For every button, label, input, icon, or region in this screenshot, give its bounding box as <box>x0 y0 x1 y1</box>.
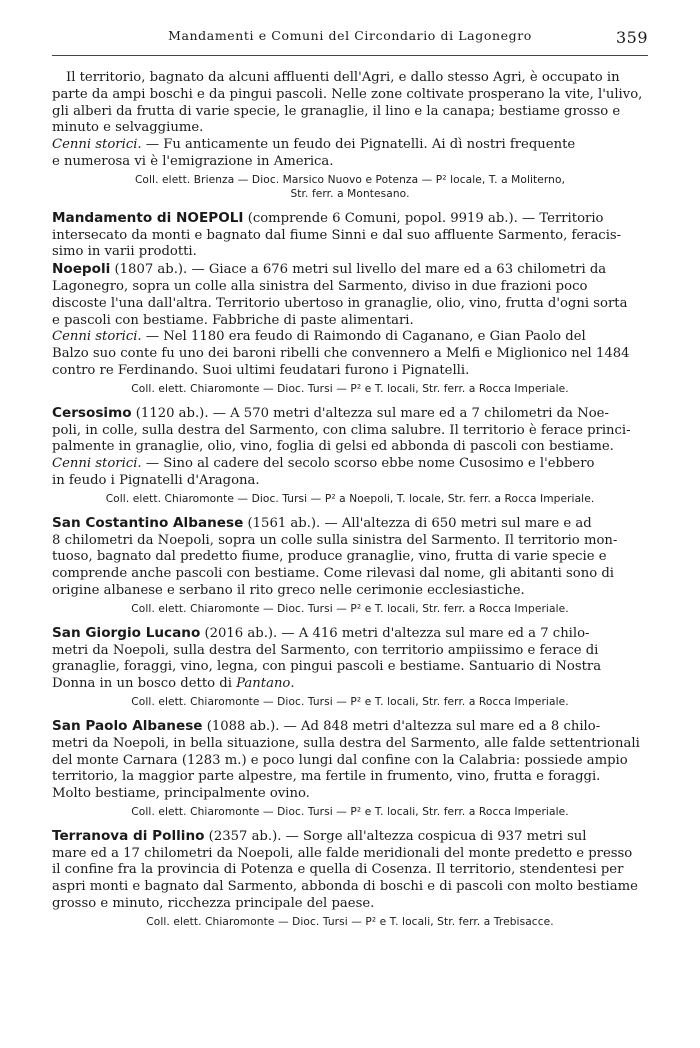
entry-name: San Giorgio Lucano <box>52 624 201 641</box>
intro-line: minuto e selvaggiume. <box>52 120 204 136</box>
mandamento-line: simo in varii prodotti. <box>52 244 197 260</box>
entry-san-paolo-albanese: San Paolo Albanese (1088 ab.). — Ad 848 metri d'altezza sul mare ed a 8 chilo- metri da Noepoli, in bella situazione, sulla destra del Sarmento, alle falde settentrionali del monte Carnara (1283 m.) e poco lungi dal confine con la Calabria: possiede ampio territorio, la maggior parte alpestre, ma fertile in frumento, vino, frutta e foraggi. Molto bestiame, principalmente ovino. <box>52 717 640 802</box>
cenni-label: Cenni storici. <box>52 137 142 153</box>
cenni-label: Cenni storici. <box>52 456 142 472</box>
coll-line: Coll. elett. Brienza — Dioc. Marsico Nuovo e Potenza — P² locale, T. a Moliterno, <box>134 173 566 186</box>
intro-paragraph <box>52 70 648 171</box>
entry-name: Cersosimo <box>52 404 132 421</box>
coll-elett-note: Coll. elett. Chiaromonte — Dioc. Tursi — P² e T. locali, Str. ferr. a Rocca Imperiale. <box>131 382 569 395</box>
cenni-label: Cenni storici. <box>52 329 142 345</box>
mandamento-line: intersecato da monti e bagnato dal fiume Sinni e dal suo affluente Sarmento, feracis- <box>52 227 622 243</box>
mandamento-paragraph <box>52 210 648 261</box>
intro-line: parte da ampi boschi e da pingui pascoli. Nelle zone coltivate prosperano la vite, l'ulivo, <box>52 86 643 102</box>
coll-elett-note: Coll. elett. Chiaromonte — Dioc. Tursi — P² e T. locali, Str. ferr. a Rocca Imperiale. <box>131 602 569 615</box>
coll-elett-note: Coll. elett. Chiaromonte — Dioc. Tursi — P² a Noepoli, T. locale, Str. ferr. a Rocca Imperiale. <box>105 492 595 505</box>
entry-noepoli: Noepoli (1807 ab.). — Giace a 676 metri sul livello del mare ed a 63 chilometri da Lagonegro, sopra un colle alla sinistra del Sarmento, diviso in due frazioni poco discoste l'una dall'altra. Territorio ubertoso in granaglie, olio, vino, frutta d'ogni sorta e pascoli con bestiame. Fabbriche di paste alimentari. Cenni storici. — Nel 1180 era feudo di Raimondo di Caganano, e Gian Paolo del Balzo suo conte fu uno dei baroni ribelli che convennero a Melfi e Miglionico nel 1484 contro re Ferdinando. Suoi ultimi feudatari furono i Pignatelli. <box>52 261 630 378</box>
intro-line: e numerosa vi è l'emigrazione in America. <box>52 153 334 169</box>
intro-line: gli alberi da frutta di varie specie, le granaglie, il lino e la canapa; bestiame grosso e <box>52 103 621 119</box>
intro-cenni <box>52 137 648 154</box>
coll-elett-note: Coll. elett. Chiaromonte — Dioc. Tursi — P² e T. locali, Str. ferr. a Rocca Imperiale. <box>131 805 569 818</box>
page-content <box>52 70 648 929</box>
entry-san-costantino-albanese: San Costantino Albanese (1561 ab.). — All'altezza di 650 metri sul mare e ad 8 chilometri da Noepoli, sopra un colle sulla sinistra del Sarmento. Il territorio mon- tuoso, bagnato dal predetto fiume, produce granaglie, vino, frutta di varie specie e comprende anche pascoli con bestiame. Come rilevasi dal nome, gli abitanti sono di origine albanese e serbano il rito greco nelle cerimonie ecclesiastiche. <box>52 514 618 598</box>
mandamento-text: (comprende 6 Comuni, popol. 9919 ab.). — Territorio <box>243 210 604 226</box>
mandamento-heading: Mandamento di NOEPOLI <box>52 209 244 226</box>
running-header <box>52 28 648 56</box>
entry-name: Noepoli <box>52 261 111 278</box>
entry-san-giorgio-lucano: San Giorgio Lucano (2016 ab.). — A 416 metri d'altezza sul mare ed a 7 chilo- metri da Noepoli, sulla destra del Sarmento, con territorio ampiissimo e ferace di granaglie, foraggi, vino, legna, con pingui pascoli e bestiame. Santuario di Nostra Donna in un bosco detto di Pantano. <box>52 624 602 692</box>
entry-name: Terranova di Pollino <box>52 827 205 844</box>
coll-elett-note <box>52 173 648 201</box>
page-number: 359 <box>615 28 648 47</box>
coll-elett-note: Coll. elett. Chiaromonte — Dioc. Tursi — P² e T. locali, Str. ferr. a Trebisacce. <box>146 915 554 928</box>
coll-line: Str. ferr. a Montesano. <box>290 187 410 200</box>
cenni-text: — Fu anticamente un feudo dei Pignatelli. Ai dì nostri frequente <box>141 137 576 153</box>
entry-cersosimo: Cersosimo (1120 ab.). — A 570 metri d'altezza sul mare ed a 7 chilometri da Noe- poli, in colle, sulla destra del Sarmento, con clima salubre. Il territorio è ferace princi- palmente in granaglie, olio, vino, foglia di gelsi ed abbonda di pascoli con bestiame. Cenni storici. — Sino al cadere del secolo scorso ebbe nome Cusosimo e l'ebbero in feudo i Pignatelli d'Aragona. <box>52 404 631 488</box>
entry-terranova-di-pollino: Terranova di Pollino (2357 ab.). — Sorge all'altezza cospicua di 937 metri sul mare ed a 17 chilometri da Noepoli, alle falde meridionali del monte predetto e presso il confine fra la provincia di Potenza e quella di Cosenza. Il territorio, stendentesi per aspri monti e bagnato dal Sarmento, abbonda di boschi e di pascoli con molto bestiame grosso e minuto, ricchezza principale del paese. <box>52 827 638 912</box>
running-title: Mandamenti e Comuni del Circondario di Lagonegro <box>168 28 532 43</box>
intro-line: Il territorio, bagnato da alcuni affluenti dell'Agri, e dallo stesso Agri, è occupato in <box>66 70 620 85</box>
coll-elett-note: Coll. elett. Chiaromonte — Dioc. Tursi — P² e T. locali, Str. ferr. a Rocca Imperiale. <box>131 695 569 708</box>
entry-name: San Paolo Albanese <box>52 717 203 734</box>
entry-name: San Costantino Albanese <box>52 514 244 531</box>
